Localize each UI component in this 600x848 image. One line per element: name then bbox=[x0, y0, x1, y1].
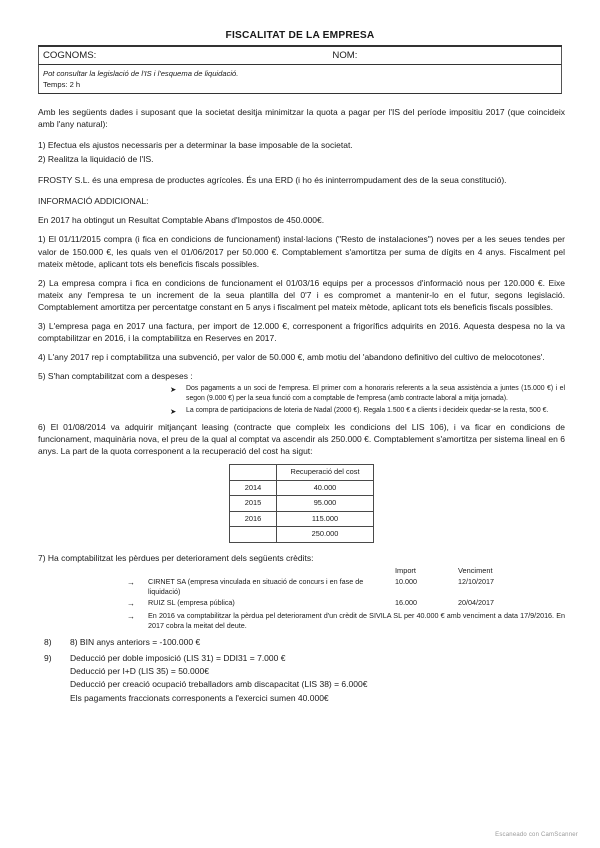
item-8-text: 8) BIN anys anteriors = -100.000 € bbox=[70, 636, 201, 647]
table-cell-blank bbox=[230, 465, 277, 481]
credit-name: RUIZ SL (empresa pública) bbox=[148, 597, 235, 607]
table-cell-value: 95.000 bbox=[277, 496, 374, 512]
arrow-icon: → bbox=[127, 598, 135, 608]
additional-item-8 bbox=[38, 636, 565, 649]
student-identity-row bbox=[38, 47, 562, 65]
credit-venciment: 20/04/2017 bbox=[458, 597, 494, 607]
list-item-text: Dos pagaments a un soci de l'empresa. El primer com a honoraris referents a la seua assistència a juntes (15.000 €) i el segon (9.000 €) per la seua funció com a comptable de l'empresa (amb contracte laboral a mitja jornada). bbox=[186, 385, 565, 403]
additional-item-3: 3) L'empresa paga en 2017 una factura, per import de 12.000 €, corresponent a frigorífics adquirits en 2016. Aquesta despesa no la va comptabilitzar en 2016, i la comptabilitza en Reserves en 2017. bbox=[38, 320, 565, 343]
credits-column-headers bbox=[38, 566, 565, 577]
table-header-cost: Recuperació del cost bbox=[277, 465, 374, 481]
credit-venciment: 12/10/2017 bbox=[458, 576, 494, 586]
list-item bbox=[38, 384, 565, 405]
task-2: 2) Realitza la liquidació de l'IS. bbox=[38, 154, 154, 165]
document-body bbox=[38, 106, 565, 708]
additional-item-2: 2) La empresa compra i fica en condicions de funcionament el 01/03/16 equips per a processos d'informació nous per 120.000 €. Eixe mateix any l'empresa te un increment de la seua plantilla del 0'7 i es compromet a mantenir-lo en el futur, segons legislació. Comptablement amortitza per percentatge constant en 5 anys i fiscalment pel mateix mètode, aplicant tots els beneficis fiscals possibles. bbox=[38, 277, 565, 312]
table-cell-year: 2015 bbox=[230, 496, 277, 512]
arrow-icon: → bbox=[127, 611, 135, 621]
credit-note-text: En 2016 va comptabilitzar la pèrdua pel deteriorament d'un crèdit de SIVILA SL per 40.000 € amb venciment a data 17/9/2016. En 2017 cobra la meitat del deute. bbox=[148, 610, 565, 631]
column-header-venciment: Venciment bbox=[458, 565, 493, 575]
table-header-row bbox=[230, 465, 374, 481]
table-row bbox=[230, 496, 374, 512]
cognoms-label: COGNOMS: bbox=[43, 50, 97, 61]
item-number: 9) bbox=[44, 653, 52, 664]
intro-paragraph: Amb les següents dades i suposant que la societat desitja minimitzar la quota a pagar per l'IS del període impositiu 2017 (que coincideix amb l'any natural): bbox=[38, 107, 565, 130]
time-limit: Temps: 2 h bbox=[43, 80, 81, 89]
item-number: 8) bbox=[44, 636, 52, 647]
arrow-bullet-icon: ➤ bbox=[170, 385, 177, 395]
table-cell-value: 115.000 bbox=[277, 511, 374, 527]
credit-name: CIRNET SA (empresa vinculada en situació de concurs i en fase de liquidació) bbox=[148, 576, 364, 597]
list-item-text: La compra de participacions de loteria de Nadal (2000 €). Regala 1.500 € a clients i decideix quedar-se la resta, 500 €. bbox=[186, 406, 549, 414]
cost-recovery-table-wrap bbox=[38, 464, 565, 543]
page-title: FISCALITAT DE LA EMPRESA bbox=[38, 30, 562, 47]
table-row bbox=[230, 511, 374, 527]
deduction-line-4: Els pagaments fraccionats corresponents a l'exercici sumen 40.000€ bbox=[70, 692, 329, 703]
credit-row-cirnet bbox=[38, 577, 565, 596]
credit-note-sivila bbox=[38, 611, 565, 632]
table-row bbox=[230, 480, 374, 496]
table-cell-value: 40.000 bbox=[277, 480, 374, 496]
item-5-bullet-list bbox=[38, 384, 565, 416]
table-total-row bbox=[230, 527, 374, 543]
arrow-icon: → bbox=[127, 577, 135, 587]
table-cell-year: 2016 bbox=[230, 511, 277, 527]
additional-item-6: 6) El 01/08/2014 va adquirir mitjançant leasing (contracte que compleix les condicions del LIS 106), i va ficar en condicions de funcionament, maquinària nova, el preu de la qual al comptat va ascendir als 250.000 €. Comptablement s'amortitza per sistema lineal en 6 anys. La part de la quota corresponent a la recuperació del cost ha sigut: bbox=[38, 422, 565, 457]
additional-item-7-label: 7) Ha comptabilitzat les pèrdues per deteriorament dels següents crèdits: bbox=[38, 552, 314, 563]
scanner-watermark: Escaneado con CamScanner bbox=[495, 832, 578, 838]
additional-item-4: 4) L'any 2017 rep i comptabilitza una subvenció, per valor de 50.000 €, amb motiu del 'abandono definitivo del cultivo de melocotones'. bbox=[38, 351, 545, 362]
credit-import: 10.000 bbox=[395, 576, 417, 586]
column-header-import: Import bbox=[395, 565, 416, 575]
table-cell-total: 250.000 bbox=[277, 527, 374, 543]
credits-block bbox=[38, 566, 565, 632]
additional-info-label: INFORMACIÓ ADDICIONAL: bbox=[38, 196, 149, 207]
table-cell-year bbox=[230, 527, 277, 543]
table-cell-year: 2014 bbox=[230, 480, 277, 496]
credit-import: 16.000 bbox=[395, 597, 417, 607]
deduction-line-1: Deducció per doble imposició (LIS 31) = DDI31 = 7.000 € bbox=[70, 653, 286, 664]
deduction-line-2: Deducció per I+D (LIS 35) = 50.000€ bbox=[70, 666, 209, 677]
list-item bbox=[38, 406, 565, 416]
arrow-bullet-icon: ➤ bbox=[170, 406, 177, 416]
deduction-line-3: Deducció per creació ocupació treballadors amb discapacitat (LIS 38) = 6.000€ bbox=[70, 679, 368, 690]
company-description: FROSTY S.L. és una empresa de productes agrícoles. És una ERD (i ho és ininterrompudament des de la seua constitució). bbox=[38, 175, 507, 186]
exam-header bbox=[38, 30, 562, 94]
legislation-note: Pot consultar la legislació de l'IS i l'esquema de liquidació. bbox=[43, 69, 239, 78]
credit-row-ruiz bbox=[38, 598, 565, 609]
nom-label: NOM: bbox=[332, 50, 358, 61]
additional-item-9 bbox=[38, 652, 565, 705]
additional-item-5-label: 5) S'han comptabilitzat com a despeses : bbox=[38, 371, 193, 381]
task-1: 1) Efectua els ajustos necessaris per a determinar la base imposable de la societat. bbox=[38, 140, 353, 151]
cost-recovery-table bbox=[229, 464, 374, 543]
additional-item-1: 1) El 01/11/2015 compra (i fica en condicions de funcionament) instal·lacions ("Resto de instalaciones") noves per a les seues tendes per valor de 150.000 €, les quals ven el 01/06/2017 per 50.000 €. Comptablement s'amortitza per suma de dígits en 4 anys. Fiscalment pel mateix mètode, aplicant tots els beneficis fiscals possibles. bbox=[38, 234, 565, 269]
exam-instructions bbox=[38, 65, 562, 94]
accounting-result: En 2017 ha obtingut un Resultat Comptable Abans d'Impostos de 450.000€. bbox=[38, 215, 325, 226]
